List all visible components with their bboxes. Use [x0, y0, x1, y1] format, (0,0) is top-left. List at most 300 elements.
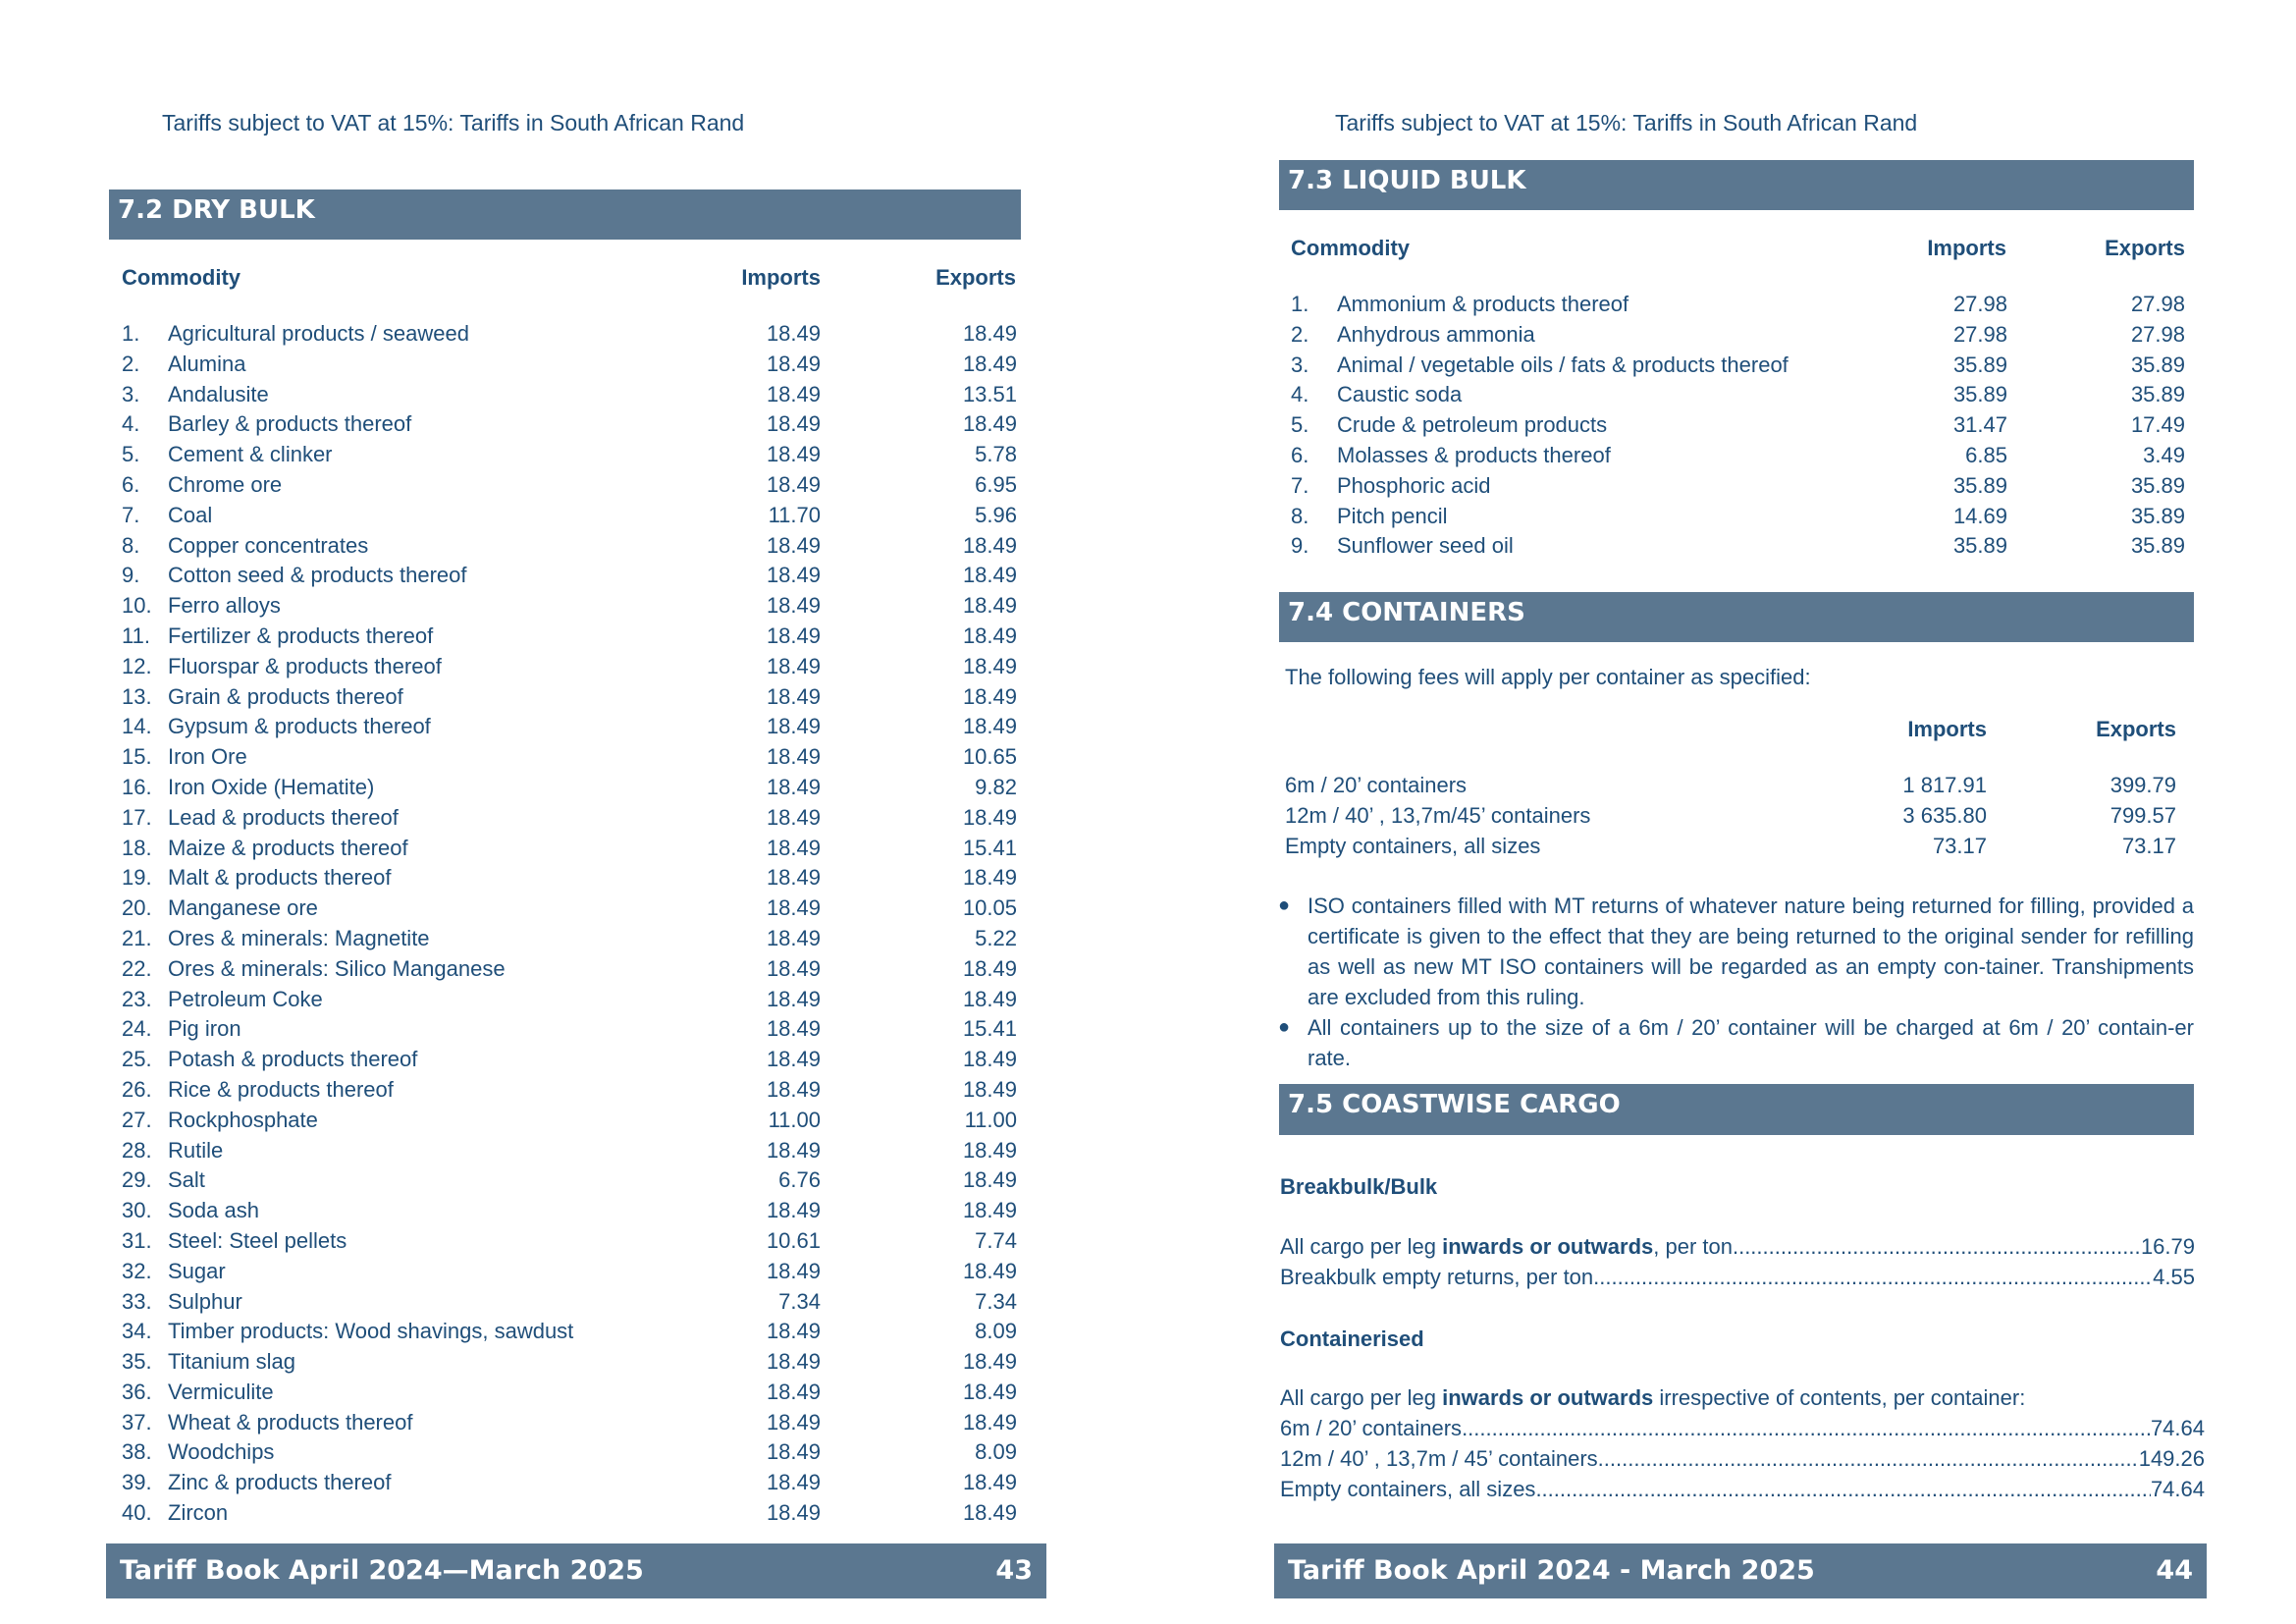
imports-value: 35.89: [1952, 533, 2007, 559]
bullet-item: ● All containers up to the size of a 6m / 20’ container will be charged at 6m / 20’ contain-er rate.: [1276, 1012, 2194, 1073]
liquid-bulk-table: [1291, 290, 2185, 562]
exports-value: 35.89: [2130, 352, 2185, 377]
row-number: 19.: [122, 865, 152, 891]
exports-value: 18.49: [962, 1258, 1017, 1283]
section-title-coastwise: 7.5 COASTWISE CARGO: [1279, 1084, 2194, 1135]
rate-label: 12m / 40’ , 13,7m / 45’ containers: [1280, 1445, 1598, 1471]
table-row: [1291, 290, 2185, 320]
imports-value: 18.49: [766, 1016, 821, 1042]
imports-value: 18.49: [766, 381, 821, 406]
exports-value: 18.49: [962, 865, 1017, 891]
commodity-name: Sugar: [168, 1258, 226, 1283]
imports-value: 18.49: [766, 1198, 821, 1223]
footer-bar: [1274, 1543, 2207, 1598]
commodity-name: Copper concentrates: [168, 532, 369, 558]
exports-value: 73.17: [2121, 833, 2176, 858]
table-row: [122, 1378, 1017, 1408]
imports-value: 18.49: [766, 442, 821, 467]
containers-table: [1285, 771, 2176, 861]
row-number: 29.: [122, 1167, 152, 1193]
commodity-name: Fertilizer & products thereof: [168, 623, 434, 648]
row-number: 6.: [122, 471, 140, 497]
table-row: [1291, 351, 2185, 381]
imports-value: 18.49: [766, 532, 821, 558]
row-number: 34.: [122, 1319, 152, 1344]
commodity-name: Zinc & products thereof: [168, 1470, 392, 1495]
exports-value: 18.49: [962, 1409, 1017, 1435]
row-number: 28.: [122, 1137, 152, 1163]
imports-value: 18.49: [766, 1349, 821, 1375]
table-row: [122, 319, 1017, 350]
commodity-name: 12m / 40’ , 13,7m/45’ containers: [1285, 802, 1591, 828]
imports-value: 18.49: [766, 955, 821, 981]
imports-value: 18.49: [766, 804, 821, 830]
imports-value: 18.49: [766, 835, 821, 860]
col-imports: Imports: [1927, 236, 2006, 260]
exports-value: 15.41: [962, 1016, 1017, 1042]
table-row: [1291, 531, 2185, 562]
table-row: [122, 1136, 1017, 1166]
row-number: 15.: [122, 744, 152, 770]
exports-value: 18.49: [962, 804, 1017, 830]
row-number: 1.: [1291, 292, 1309, 316]
imports-value: 11.00: [768, 1107, 821, 1132]
imports-value: 18.49: [766, 1409, 821, 1435]
commodity-name: Sulphur: [168, 1288, 242, 1314]
rate-value: 74.64: [2150, 1476, 2205, 1501]
containers-intro: The following fees will apply per container as specified:: [1285, 665, 1811, 689]
exports-value: 18.49: [962, 1470, 1017, 1495]
exports-value: 18.49: [962, 1076, 1017, 1102]
exports-value: 18.49: [962, 1379, 1017, 1404]
table-row: [1285, 832, 2176, 862]
imports-value: 18.49: [766, 563, 821, 588]
col-commodity: Commodity: [122, 265, 240, 290]
commodity-name: Crude & petroleum products: [1337, 412, 1608, 438]
table-row: [122, 1287, 1017, 1318]
exports-value: 18.49: [962, 623, 1017, 648]
commodity-name: Ammonium & products thereof: [1337, 292, 1629, 316]
row-number: 14.: [122, 714, 152, 739]
row-number: 4.: [1291, 382, 1309, 407]
commodity-name: Vermiculite: [168, 1379, 274, 1404]
dot-leader: [1462, 1414, 2151, 1444]
row-number: 32.: [122, 1258, 152, 1283]
rate-label: 6m / 20’ containers: [1280, 1416, 1463, 1440]
exports-value: 18.49: [962, 563, 1017, 588]
row-number: 22.: [122, 955, 152, 981]
rate-line-empty-returns: [1280, 1263, 2195, 1293]
table-row: [122, 1226, 1017, 1257]
exports-value: 35.89: [2130, 503, 2185, 528]
imports-value: 73.17: [1932, 833, 1987, 858]
page-number: 44: [2156, 1555, 2193, 1586]
row-number: 35.: [122, 1349, 152, 1375]
rate-label: All cargo per leg inwards or outwards, per ton: [1280, 1234, 1733, 1259]
table-row: [122, 470, 1017, 501]
exports-value: 18.49: [962, 321, 1017, 346]
row-number: 13.: [122, 683, 152, 709]
commodity-name: Gypsum & products thereof: [168, 714, 431, 739]
table-row: [122, 834, 1017, 864]
table-row: [122, 1014, 1017, 1045]
rate-line: [1280, 1475, 2205, 1505]
row-number: 5.: [122, 442, 140, 467]
rate-value: 4.55: [2153, 1265, 2195, 1289]
table-row: [122, 1468, 1017, 1498]
exports-value: 18.49: [962, 1349, 1017, 1375]
imports-value: 35.89: [1952, 382, 2007, 407]
table-row: [122, 350, 1017, 380]
table-row: [122, 1437, 1017, 1468]
commodity-name: Salt: [168, 1167, 205, 1193]
exports-value: 35.89: [2130, 472, 2185, 498]
commodity-name: Fluorspar & products thereof: [168, 653, 442, 678]
row-number: 9.: [1291, 533, 1309, 559]
exports-value: 6.95: [975, 471, 1017, 497]
imports-value: 10.61: [766, 1227, 821, 1253]
imports-value: 18.49: [766, 1500, 821, 1526]
exports-value: 18.49: [962, 1198, 1017, 1223]
section-title-containers: 7.4 CONTAINERS: [1279, 592, 2194, 642]
commodity-name: Manganese ore: [168, 895, 318, 921]
table-row: [122, 652, 1017, 682]
section-title-liquid-bulk: 7.3 LIQUID BULK: [1279, 160, 2194, 210]
row-number: 24.: [122, 1016, 152, 1042]
rate-label: Breakbulk empty returns, per ton: [1280, 1265, 1594, 1289]
rate-line: [1280, 1444, 2205, 1475]
exports-value: 5.78: [975, 442, 1017, 467]
row-number: 25.: [122, 1047, 152, 1072]
commodity-name: Ores & minerals: Magnetite: [168, 925, 430, 950]
row-number: 4.: [122, 411, 140, 437]
commodity-name: Iron Ore: [168, 744, 247, 770]
imports-value: 31.47: [1952, 412, 2007, 438]
commodity-name: Titanium slag: [168, 1349, 296, 1375]
row-number: 39.: [122, 1470, 152, 1495]
breakbulk-heading: Breakbulk/Bulk: [1280, 1174, 1438, 1199]
commodity-name: Iron Oxide (Hematite): [168, 774, 375, 799]
exports-value: 27.98: [2130, 321, 2185, 347]
exports-value: 18.49: [962, 1167, 1017, 1193]
imports-value: 18.49: [766, 1137, 821, 1163]
commodity-name: Animal / vegetable oils / fats & products thereof: [1337, 352, 1789, 377]
exports-value: 5.96: [975, 502, 1017, 527]
table-row: [122, 561, 1017, 591]
row-number: 1.: [122, 321, 140, 346]
exports-value: 17.49: [2130, 412, 2185, 438]
table-row: [122, 1317, 1017, 1347]
exports-value: 18.49: [962, 593, 1017, 619]
commodity-name: Grain & products thereof: [168, 683, 403, 709]
imports-value: 18.49: [766, 774, 821, 799]
row-number: 20.: [122, 895, 152, 921]
table-row: [122, 501, 1017, 531]
commodity-name: Barley & products thereof: [168, 411, 412, 437]
footer-title: Tariff Book April 2024 - March 2025: [1288, 1555, 1815, 1586]
commodity-name: Cotton seed & products thereof: [168, 563, 467, 588]
imports-value: 1 817.91: [1902, 773, 1987, 797]
col-exports: Exports: [935, 265, 1016, 290]
row-number: 11.: [122, 623, 150, 648]
row-number: 16.: [122, 774, 152, 799]
imports-value: 3 635.80: [1902, 802, 1987, 828]
commodity-name: Malt & products thereof: [168, 865, 392, 891]
imports-value: 18.49: [766, 986, 821, 1011]
table-row: [122, 803, 1017, 834]
imports-value: 27.98: [1952, 321, 2007, 347]
row-number: 38.: [122, 1439, 152, 1465]
table-row: [1291, 410, 2185, 441]
exports-value: 18.49: [962, 411, 1017, 437]
table-row: [122, 712, 1017, 742]
imports-value: 18.49: [766, 1439, 821, 1465]
dot-leader: [1593, 1263, 2153, 1293]
table-row: [122, 1075, 1017, 1106]
exports-value: 10.65: [962, 744, 1017, 770]
row-number: 9.: [122, 563, 140, 588]
table-row: [122, 985, 1017, 1015]
table-row: [122, 863, 1017, 893]
commodity-name: Cement & clinker: [168, 442, 333, 467]
imports-value: 18.49: [766, 1258, 821, 1283]
commodity-name: Soda ash: [168, 1198, 259, 1223]
table-row: [122, 409, 1017, 440]
commodity-name: Rutile: [168, 1137, 224, 1163]
imports-value: 18.49: [766, 653, 821, 678]
row-number: 6.: [1291, 442, 1309, 467]
bullet-dot-icon: ●: [1278, 894, 1291, 916]
imports-value: 18.49: [766, 411, 821, 437]
commodity-name: Andalusite: [168, 381, 269, 406]
container-notes: [1276, 891, 2194, 1073]
dot-leader: [1535, 1475, 2151, 1505]
table-row: [1291, 320, 2185, 351]
row-number: 23.: [122, 986, 152, 1011]
row-number: 17.: [122, 804, 152, 830]
commodity-name: Potash & products thereof: [168, 1047, 418, 1072]
commodity-name: Steel: Steel pellets: [168, 1227, 347, 1253]
exports-value: 35.89: [2130, 382, 2185, 407]
row-number: 7.: [122, 502, 140, 527]
exports-value: 15.41: [962, 835, 1017, 860]
exports-value: 10.05: [962, 895, 1017, 921]
imports-value: 18.49: [766, 471, 821, 497]
commodity-name: Rockphosphate: [168, 1107, 318, 1132]
exports-value: 7.74: [975, 1227, 1017, 1253]
exports-value: 8.09: [975, 1319, 1017, 1344]
row-number: 36.: [122, 1379, 152, 1404]
table-row: [122, 1106, 1017, 1136]
footer-bar: [106, 1543, 1046, 1598]
footer-title: Tariff Book April 2024—March 2025: [120, 1555, 644, 1586]
rate-label: Empty containers, all sizes: [1280, 1476, 1536, 1501]
table-row: [122, 531, 1017, 562]
col-exports: Exports: [2096, 717, 2176, 741]
imports-value: 18.49: [766, 714, 821, 739]
exports-value: 18.49: [962, 714, 1017, 739]
row-number: 12.: [122, 653, 152, 678]
imports-value: 6.76: [778, 1167, 821, 1193]
commodity-name: Zircon: [168, 1500, 229, 1526]
exports-value: 18.49: [962, 1500, 1017, 1526]
exports-value: 9.82: [975, 774, 1017, 799]
row-number: 40.: [122, 1500, 152, 1526]
row-number: 2.: [1291, 321, 1309, 347]
row-number: 2.: [122, 351, 140, 376]
containerised-intro: All cargo per leg inwards or outwards irrespective of contents, per container:: [1280, 1385, 2026, 1410]
rate-value: 149.26: [2138, 1445, 2205, 1471]
commodity-name: Alumina: [168, 351, 246, 376]
table-row: [122, 1196, 1017, 1226]
exports-value: 18.49: [962, 986, 1017, 1011]
commodity-name: Woodchips: [168, 1439, 275, 1465]
imports-value: 18.49: [766, 321, 821, 346]
commodity-name: Wheat & products thereof: [168, 1409, 413, 1435]
imports-value: 18.49: [766, 744, 821, 770]
row-number: 3.: [1291, 352, 1309, 377]
imports-value: 18.49: [766, 1076, 821, 1102]
exports-value: 5.22: [975, 925, 1017, 950]
table-row: [1291, 471, 2185, 502]
containerised-heading: Containerised: [1280, 1326, 1424, 1351]
commodity-name: Anhydrous ammonia: [1337, 321, 1535, 347]
imports-value: 18.49: [766, 623, 821, 648]
row-number: 10.: [122, 593, 152, 619]
commodity-name: Maize & products thereof: [168, 835, 408, 860]
table-row: [122, 954, 1017, 985]
rate-value: 16.79: [2140, 1234, 2195, 1259]
page-number: 43: [995, 1555, 1033, 1586]
col-imports: Imports: [1907, 717, 1987, 741]
commodity-name: 6m / 20’ containers: [1285, 773, 1468, 797]
exports-value: 13.51: [962, 381, 1017, 406]
commodity-name: Empty containers, all sizes: [1285, 833, 1541, 858]
table-row: [122, 682, 1017, 713]
exports-value: 11.00: [964, 1107, 1017, 1132]
commodity-name: Sunflower seed oil: [1337, 533, 1514, 559]
exports-value: 18.49: [962, 955, 1017, 981]
table-row: [122, 1045, 1017, 1075]
imports-value: 18.49: [766, 1319, 821, 1344]
imports-value: 18.49: [766, 925, 821, 950]
row-number: 3.: [122, 381, 140, 406]
commodity-name: Pitch pencil: [1337, 503, 1448, 528]
table-row: [1291, 380, 2185, 410]
vat-note: Tariffs subject to VAT at 15%: Tariffs in South African Rand: [162, 110, 745, 135]
imports-value: 18.49: [766, 1470, 821, 1495]
commodity-name: Timber products: Wood shavings, sawdust: [168, 1319, 574, 1344]
table-row: [1285, 801, 2176, 832]
imports-value: 18.49: [766, 1379, 821, 1404]
imports-value: 18.49: [766, 351, 821, 376]
dry-bulk-table: [122, 319, 1017, 1529]
table-row: [122, 1347, 1017, 1378]
dot-leader: [1598, 1444, 2139, 1475]
imports-value: 7.34: [778, 1288, 821, 1314]
commodity-name: Chrome ore: [168, 471, 283, 497]
row-number: 27.: [122, 1107, 152, 1132]
table-row: [122, 591, 1017, 622]
rate-value: 74.64: [2150, 1416, 2205, 1440]
exports-value: 18.49: [962, 653, 1017, 678]
imports-value: 27.98: [1952, 292, 2007, 316]
row-number: 26.: [122, 1076, 152, 1102]
imports-value: 18.49: [766, 683, 821, 709]
commodity-name: Pig iron: [168, 1016, 241, 1042]
commodity-name: Petroleum Coke: [168, 986, 323, 1011]
section-title-dry-bulk: 7.2 DRY BULK: [109, 189, 1021, 240]
vat-note: Tariffs subject to VAT at 15%: Tariffs in South African Rand: [1335, 110, 1918, 135]
exports-value: 799.57: [2109, 802, 2176, 828]
commodity-name: Phosphoric acid: [1337, 472, 1491, 498]
row-number: 30.: [122, 1198, 152, 1223]
row-number: 18.: [122, 835, 152, 860]
exports-value: 18.49: [962, 1047, 1017, 1072]
row-number: 8.: [122, 532, 140, 558]
imports-value: 18.49: [766, 895, 821, 921]
row-number: 8.: [1291, 503, 1309, 528]
exports-value: 399.79: [2109, 773, 2176, 797]
exports-value: 27.98: [2130, 292, 2185, 316]
commodity-name: Coal: [168, 502, 213, 527]
exports-value: 8.09: [975, 1439, 1017, 1465]
row-number: 21.: [122, 925, 152, 950]
table-row: [1285, 771, 2176, 801]
col-commodity: Commodity: [1291, 236, 1410, 260]
exports-value: 7.34: [975, 1288, 1017, 1314]
table-row: [122, 893, 1017, 924]
row-number: 5.: [1291, 412, 1309, 438]
commodity-name: Caustic soda: [1337, 382, 1463, 407]
row-number: 37.: [122, 1409, 152, 1435]
exports-value: 18.49: [962, 683, 1017, 709]
table-row: [122, 1498, 1017, 1529]
bullet-item: ● ISO containers filled with MT returns of whatever nature being returned for filling, provided a certificate is given to the effect that they are being returned to the original sender for refilling as well as new MT ISO containers will be regarded as an empty con-tainer. Transhipments are excluded from this ruling.: [1276, 891, 2194, 1012]
row-number: 31.: [122, 1227, 152, 1253]
exports-value: 18.49: [962, 532, 1017, 558]
imports-value: 18.49: [766, 1047, 821, 1072]
rate-line: [1280, 1414, 2205, 1444]
table-row: [122, 924, 1017, 954]
table-row: [122, 1408, 1017, 1438]
col-exports: Exports: [2105, 236, 2185, 260]
commodity-name: Lead & products thereof: [168, 804, 399, 830]
exports-value: 3.49: [2143, 442, 2185, 467]
table-row: [1291, 502, 2185, 532]
table-row: [122, 440, 1017, 470]
table-row: [122, 1257, 1017, 1287]
imports-value: 18.49: [766, 593, 821, 619]
col-imports: Imports: [741, 265, 821, 290]
commodity-name: Ores & minerals: Silico Manganese: [168, 955, 506, 981]
table-row: [1291, 441, 2185, 471]
bullet-dot-icon: ●: [1278, 1016, 1291, 1038]
exports-value: 18.49: [962, 1137, 1017, 1163]
imports-value: 6.85: [1965, 442, 2007, 467]
imports-value: 18.49: [766, 865, 821, 891]
table-row: [122, 773, 1017, 803]
table-row: [122, 1165, 1017, 1196]
dot-leader: [1733, 1232, 2141, 1263]
row-number: 7.: [1291, 472, 1309, 498]
imports-value: 35.89: [1952, 472, 2007, 498]
imports-value: 14.69: [1952, 503, 2007, 528]
commodity-name: Rice & products thereof: [168, 1076, 394, 1102]
row-number: 33.: [122, 1288, 152, 1314]
commodity-name: Agricultural products / seaweed: [168, 321, 469, 346]
table-row: [122, 380, 1017, 410]
